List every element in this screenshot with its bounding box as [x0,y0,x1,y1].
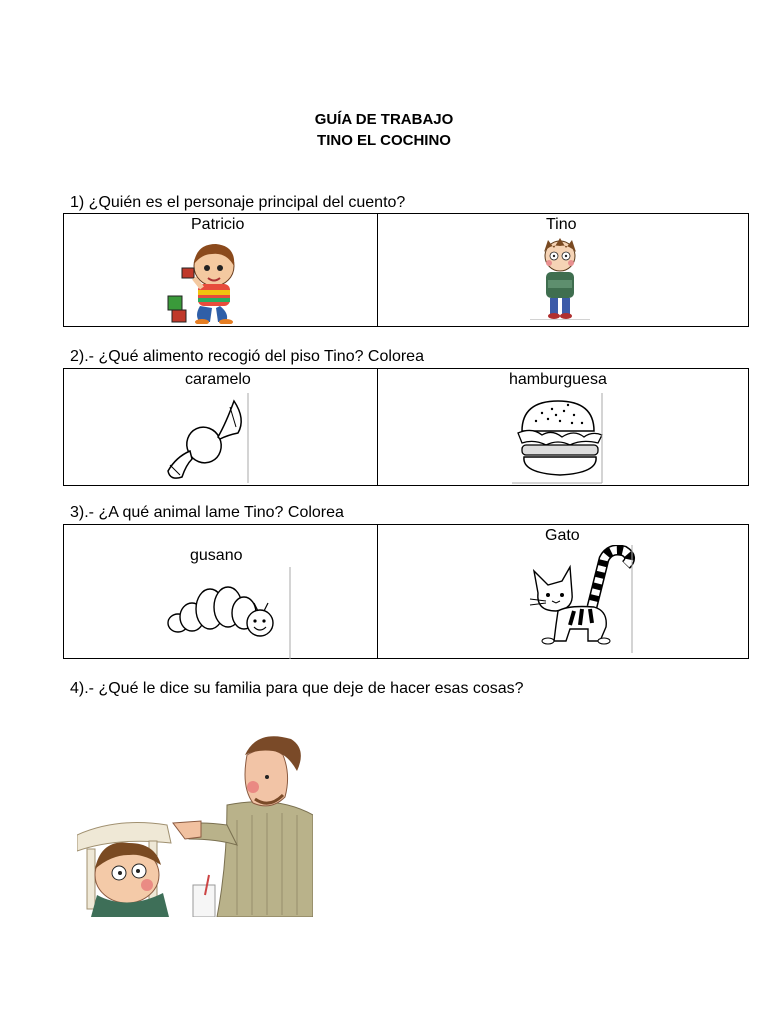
question-3: 3).- ¿A qué animal lame Tino? Colorea [70,504,344,521]
option-gusano-label: gusano [190,547,243,564]
option-hamburguesa-label: hamburguesa [509,371,607,388]
option-gato-label: Gato [545,527,580,544]
father-scolding-child-illustration [77,725,313,917]
table-divider [377,369,378,485]
answer-table-1 [63,213,749,327]
hamburger-icon[interactable] [512,393,608,485]
answer-table-2 [63,368,749,486]
cat-icon[interactable] [508,545,638,655]
worm-icon[interactable] [164,567,296,659]
option-caramelo-label: caramelo [185,371,251,388]
answer-table-3 [63,524,749,659]
boy-with-blocks-icon[interactable] [164,238,246,324]
tino-boy-icon[interactable] [528,236,592,320]
question-4: 4).- ¿Qué le dice su familia para que deje de hacer esas cosas? [70,680,524,697]
page-title-line2: TINO EL COCHINO [317,132,451,149]
question-2: 2).- ¿Qué alimento recogió del piso Tino? Colorea [70,348,424,365]
option-patricio-label: Patricio [191,216,245,233]
table-divider [377,525,378,658]
candy-icon[interactable] [164,393,254,485]
page-title-line1: GUÍA DE TRABAJO [314,111,454,128]
table-divider [377,214,378,326]
question-1: 1) ¿Quién es el personaje principal del cuento? [70,194,406,211]
option-tino-label: Tino [546,216,577,233]
